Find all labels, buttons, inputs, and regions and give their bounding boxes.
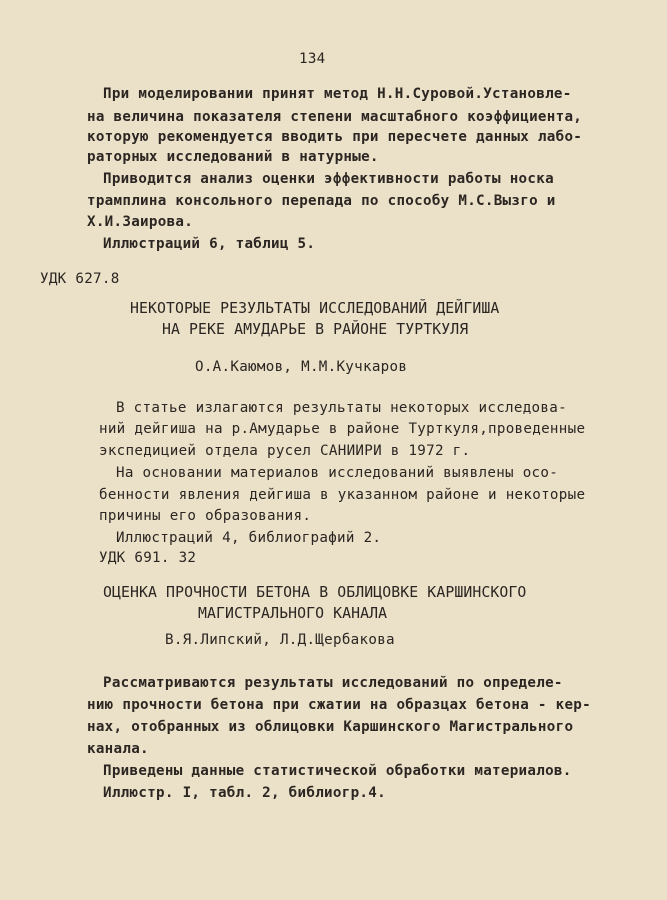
a2-p1-line-2: нию прочности бетона при сжатии на образцах бетона - кер-: [87, 697, 591, 713]
s1-p2-line-3: Х.И.Заирова.: [87, 214, 194, 230]
s1-p1-line-3: которую рекомендуется вводить при пересчете данных лабо-: [87, 129, 583, 145]
a2-footer: Иллюстр. I, табл. 2, библиогр.4.: [103, 785, 386, 801]
article1-title-line-2: НА РЕКЕ АМУДАРЬЕ В РАЙОНЕ ТУРТКУЛЯ: [162, 321, 469, 338]
s1-p1-line-4: раторных исследований в натурные.: [87, 149, 379, 165]
udk-691-32: УДК 691. 32: [99, 550, 197, 566]
s1-p1-line-1: При моделировании принят метод Н.Н.Суровой.Установле-: [103, 86, 572, 102]
s1-p1-line-2: на величина показателя степени масштабного коэффициента,: [87, 109, 583, 125]
a1-footer: Иллюстраций 4, библиографий 2.: [116, 530, 382, 546]
a2-p1-line-4: канала.: [87, 741, 149, 757]
s1-p2-line-2: трамплина консольного перепада по способу М.С.Вызго и: [87, 193, 556, 209]
s1-footer: Иллюстраций 6, таблиц 5.: [103, 236, 316, 252]
a2-p2-line-1: Приведены данные статистической обработки материалов.: [103, 763, 572, 779]
article1-title-line-1: НЕКОТОРЫЕ РЕЗУЛЬТАТЫ ИССЛЕДОВАНИЙ ДЕЙГИША: [130, 300, 500, 317]
a1-p1-line-1: В статье излагаются результаты некоторых исследова-: [116, 400, 567, 416]
article2-title-line-1: ОЦЕНКА ПРОЧНОСТИ БЕТОНА В ОБЛИЦОВКЕ КАРШИНСКОГО: [103, 584, 527, 601]
udk-627-8: УДК 627.8: [40, 271, 120, 287]
page-number: 134: [299, 51, 326, 67]
a1-p2-line-2: бенности явления дейгиша в указанном районе и некоторые: [99, 487, 586, 503]
article2-title-line-2: МАГИСТРАЛЬНОГО КАНАЛА: [198, 605, 388, 622]
a1-p2-line-3: причины его образования.: [99, 508, 312, 524]
a1-p1-line-3: экспедицией отдела русел САНИИРИ в 1972 г.: [99, 443, 471, 459]
a2-p1-line-3: нах, отобранных из облицовки Каршинского Магистрального: [87, 719, 574, 735]
s1-p2-line-1: Приводится анализ оценки эффективности работы носка: [103, 171, 554, 187]
a1-p2-line-1: На основании материалов исследований выявлены осо-: [116, 465, 559, 481]
article1-authors: О.А.Каюмов, М.М.Кучкаров: [195, 359, 408, 375]
a2-p1-line-1: Рассматриваются результаты исследований по определе-: [103, 675, 563, 691]
a1-p1-line-2: ний дейгиша на р.Амударье в районе Турткуля,проведенные: [99, 421, 586, 437]
article2-authors: В.Я.Липский, Л.Д.Щербакова: [165, 632, 395, 648]
